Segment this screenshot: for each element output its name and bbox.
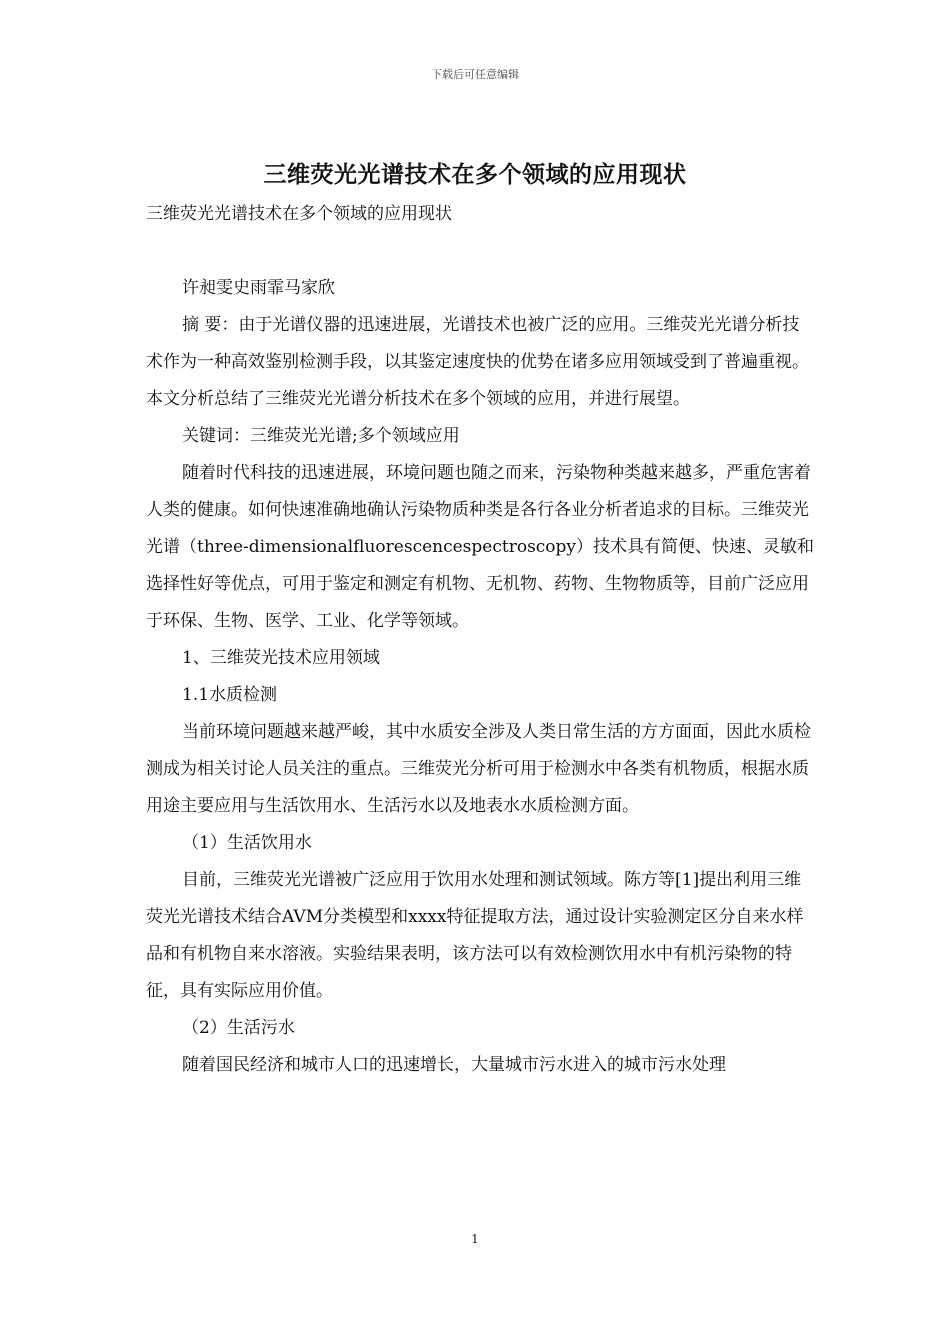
blank-line [146,233,816,270]
document-body [146,196,816,1084]
abstract: 摘 要：由于光谱仪器的迅速进展，光谱技术也被广泛的应用。三维荧光光谱分析技术作为一种高效鉴别检测手段，以其鉴定速度快的优势在诸多应用领域受到了普遍重视。本文分析总结了三维荧光光谱分析技术在多个领域的应用，并进行展望。 [146,315,809,409]
document-title: 三维荧光光谱技术在多个领域的应用现状 [263,162,687,188]
section-heading-1: 1、三维荧光技术应用领域 [182,648,380,668]
subheading-drinking-water: （1）生活饮用水 [182,833,312,853]
section-heading-1-1: 1.1水质检测 [182,685,278,705]
paragraph-water-quality: 当前环境问题越来越严峻，其中水质安全涉及人类日常生活的方方面面，因此水质检测成为相关讨论人员关注的重点。三维荧光分析可用于检测水中各类有机物质，根据水质用途主要应用与生活饮用水、生活污水以及地表水水质检测方面。 [146,722,811,816]
authors: 许昶雯史雨霏马家欣 [182,278,335,298]
page-header: 下载后可任意编辑 [431,68,519,81]
paragraph-sewage: 随着国民经济和城市人口的迅速增长，大量城市污水进入的城市污水处理 [182,1055,726,1075]
keywords: 关键词：三维荧光光谱;多个领域应用 [182,426,460,446]
subheading-sewage: （2）生活污水 [182,1018,295,1038]
subtitle: 三维荧光光谱技术在多个领域的应用现状 [146,204,452,224]
paragraph-drinking-water: 目前，三维荧光光谱被广泛应用于饮用水处理和测试领域。陈方等[1]提出利用三维荧光光谱技术结合AVM分类模型和xxxx特征提取方法，通过设计实验测定区分自来水样品和有机物自来水溶液。实验结果表明，该方法可以有效检测饮用水中有机污染物的特征，具有实际应用价值。 [146,870,804,1001]
paragraph-intro: 随着时代科技的迅速进展，环境问题也随之而来，污染物种类越来越多，严重危害着人类的健康。如何快速准确地确认污染物质种类是各行各业分析者追求的目标。三维荧光光谱（three-dimensionalfluorescencespectroscopy）技术具有简便、快速、灵敏和选择性好等优点，可用于鉴定和测定有机物、无机物、药物、生物物质等，目前广泛应用于环保、生物、医学、工业、化学等领域。 [146,463,815,631]
page-number: 1 [471,1232,479,1246]
